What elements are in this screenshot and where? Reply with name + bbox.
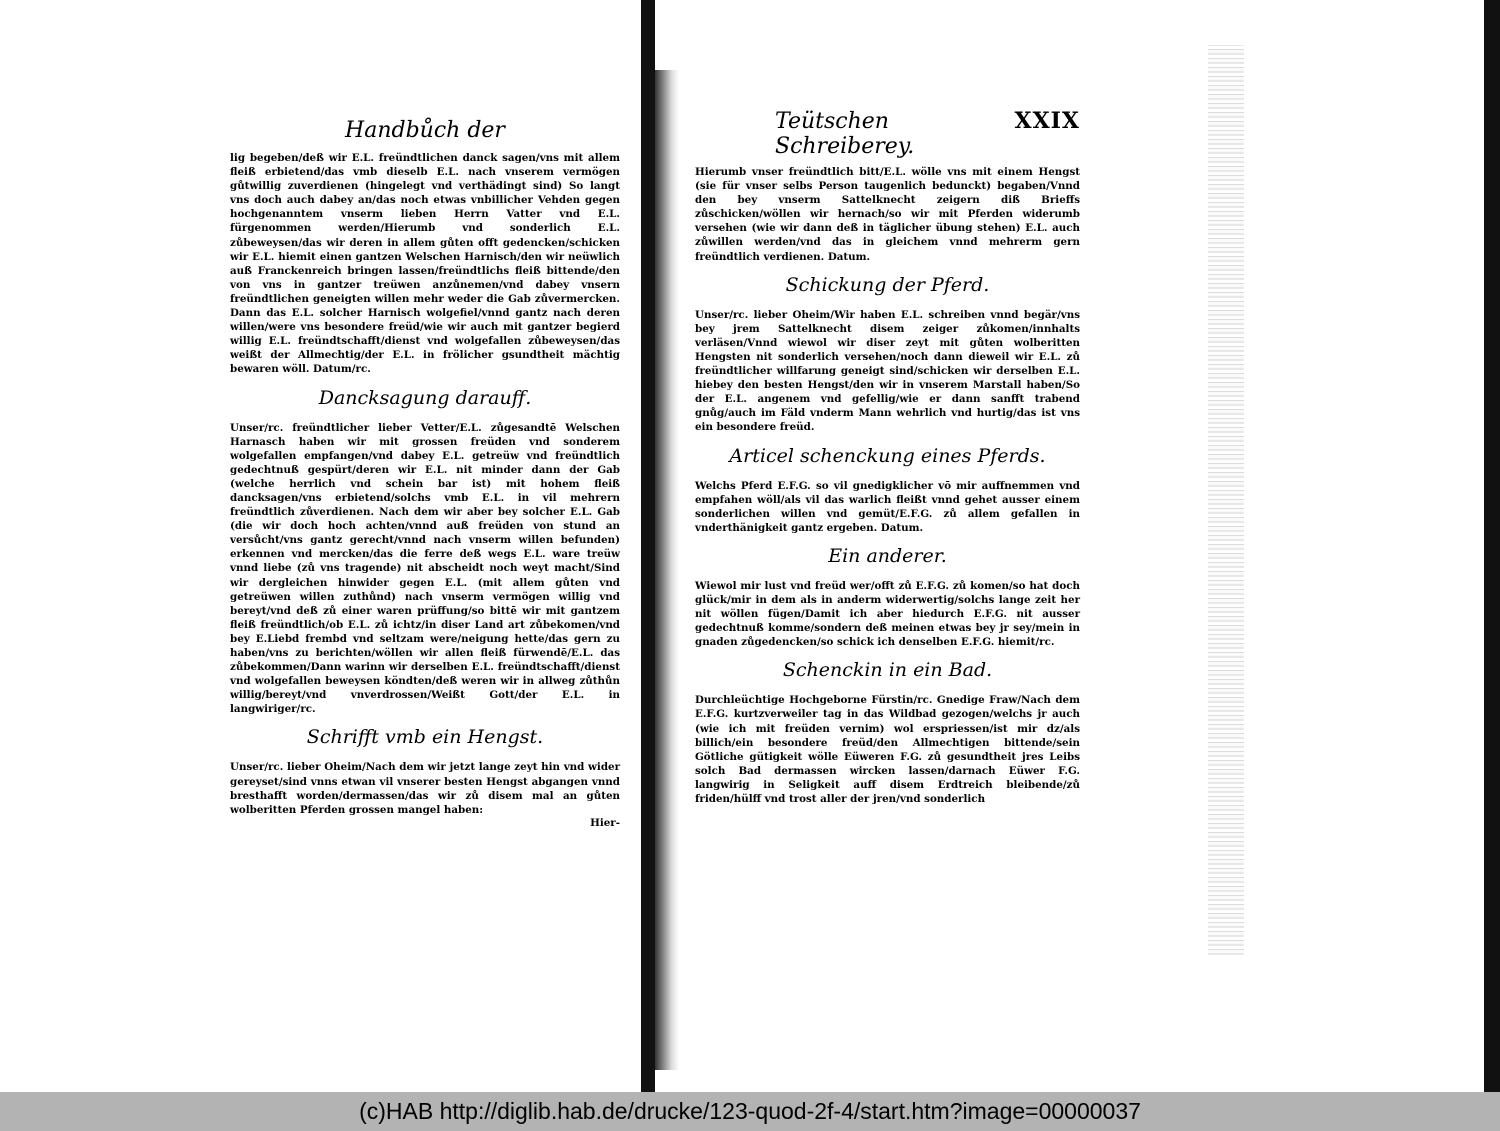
- left-paragraph-2: Unser/rc. freündtlicher lieber Vetter/E.L. zůgesandtē Welschen Harnasch haben wir mit grossen freüden vnd sonderem wolgefallen empfangen/vnd dabey E.L. getreüw vnd freündtlich gedechtnuß gespürt/deren wir E.L. nit minder dann der Gab (welche herrlich vnd schein bar ist) mit hohem fleiß dancksagen/vns erbietend/solchs vmb E.L. in vil mehrern freündtlich zůverdienen. Nach dem wir aber bey solcher E.L. Gab (die wir doch hoch achten/vnnd auß freüden von stund an versůcht/vns gantz gerecht/vnnd nach vnserm willen befunden) erkennen vnd mercken/das die ferre deß wegs E.L. ware treüw vnnd liebe (zů vns tragende) nit abscheidt noch weyt macht/Sind wir dergleichen hinwider gegen E.L. (mit allem gůten vnd getreüwen willen zuthůnd) nach vnserm vermögen willig vnd bereyt/vnd deß zů einer waren prüffung/so bittē wir mit gantzem fleiß freündtlich/ob E.L. zů ichtz/in diser Land art zůbekomen/vnd bey E.Liebd frembd vnd seltzam were/neigung hette/das gern zu haben/vns zu berichten/wöllen wir allen fleiß fürwendē/E.L. das zůbekommen/Dann warinn wir derselben E.L. freündtschafft/dienst vnd wolgefallen beweysen köndten/deß weren wir in allweg zůthůn willig/bereyt/vnd vnverdrossen/Weißt Gott/der E.L. in langwiriger/rc.: [230, 421, 620, 716]
- book-spine: [641, 0, 655, 1092]
- source-url-line: (c)HAB http://diglib.hab.de/drucke/123-quod-2f-4/start.htm?image=00000037: [359, 1098, 1141, 1124]
- right-page-text: [695, 108, 1080, 806]
- right-running-head: [775, 108, 1080, 159]
- right-heading-articel: Articel schenckung eines Pferds.: [729, 444, 1046, 467]
- scan-edge: [1484, 0, 1500, 1092]
- left-running-head: Handbůch der: [345, 118, 505, 143]
- gutter-shadow: [655, 70, 679, 1070]
- left-paragraph-1: lig begeben/deß wir E.L. freündtlichen danck sagen/vns mit allem fleiß erbietend/das vmb dieselb E.L. nach vnserem vermögen gůtwillig zuverdienen (hingelegt vnd verthädingt sind) So langt vns doch auch dabey an/das noch etwas vnbillicher Vehden gegen hochgenanntem vnserm lieben Herrn Vatter vnd E.L. fürgenommen werden/Hierumb vnd sonderlich E.L. zůbeweysen/das wir deren in allem gůten offt gedencken/schicken wir E.L. hiemit einen gantzen Welschen Harnisch/den wir neüwlich auß Franckenreich bringen lassen/freündtlichs fleiß bittende/den von vns in gantzer treüwen anzůnemen/vnd dabey vnsern freündtlichen geneigten willen mehr weder die Gab zůvermercken. Dann das E.L. solcher Harnisch wolgefiel/vnnd gantz nach deren willen/were vns besondere freüd/wie wir auch mit gantzer begierd willig E.L. freündtschafft/dienst vnd wolgefallen zůbeweysen/das weißt der Allmechtig/der E.L. in frölicher gsundtheit mächtig bewaren wöll. Datum/rc.: [230, 152, 620, 376]
- left-heading-dancksagung: Dancksagung darauff.: [318, 386, 532, 409]
- left-heading-schrifft: Schrifft vmb ein Hengst.: [306, 726, 544, 749]
- right-paragraph-5: Durchleüchtige Hochgeborne Fürstin/rc. Gnedige Fraw/Nach dem E.F.G. kurtzverweiler tag in das Wildbad gezogen/welchs jr auch (wie ich mit freüden vernim) wol erspriessen/ist mir dz/als billich/ein besondere freüd/den Allmechtigen bittende/sein Götliche gütigkeit wölle Eüweren F.G. zů gesundtheit jres Leibs solch Bad dermassen wircken lassen/darnach Eüwer F.G. langwirig in Seligkeit auff disem Erdtreich bleibende/zů friden/hülff vnd trost aller der jren/vnd sonderlich: [695, 694, 1080, 805]
- left-page-text: [230, 118, 620, 829]
- right-heading-ein-anderer: Ein anderer.: [828, 544, 947, 567]
- right-heading-schenckin: Schenckin in ein Bad.: [782, 659, 993, 682]
- right-running-head-title: Teütschen Schreiberey.: [775, 109, 915, 159]
- right-paragraph-2: Unser/rc. lieber Oheim/Wir haben E.L. schreiben vnnd begär/vns bey jrem Sattelknecht disem zeiger zůkomen/innhalts verläsen/Vnnd wiewol wir diser zeyt mit gůten wolberitten Hengsten nit sonderlich versehen/noch dann dieweil wir E.L. zů freündtlicher willfarung geneigt sind/schicken wir derselben E.L. hiebey den besten Hengst/den wir in vnserem Marstall haben/So der E.L. angenem vnd gefellig/wie er dann sanfft trabend gnůg/auch im Fäld vnderm Mann wehrlich vnd hurtig/das ist vns ein besondere freüd.: [695, 308, 1080, 434]
- right-paragraph-4: Wiewol mir lust vnd freüd wer/offt zů E.F.G. zů komen/so hat doch glück/mir in dem als in anderm widerwertig/solchs lange zeit her nit wöllen fügen/Damit ich aber hiedurch E.F.G. nit ausser gedechtnuß komme/sondern deß meinen etwas bey jr sey/mein in gnaden zůgedencken/so schick ich denselben E.F.G. hiemit/rc.: [695, 579, 1080, 649]
- right-heading-schickung: Schickung der Pferd.: [785, 273, 990, 296]
- right-paragraph-1: Hierumb vnser freündtlich bitt/E.L. wölle vns mit einem Hengst (sie für vnser selbs Person taugenlich bedunckt) begaben/Vnnd den bey vnserm Sattelknecht zeigern diß Brieffs zůschicken/wöllen wir hernach/so wir mit Pferden widerumb versehen (wie wir dann deß in täglicher übung stehen) E.L. auch zůwillen werden/vnd das in gleichem vnnd mehrerm gern freündtlich verdienen. Datum.: [695, 166, 1080, 263]
- right-paragraph-3: Welchs Pferd E.F.G. so vil gnedigklicher vō mir auffnemmen vnd empfahen wöll/als vil das warlich fleißt vnnd gehet ausser einem sonderlichen willen vnd gemüt/E.F.G. zů allem gefallen in vnderthänigkeit gantz ergeben. Datum.: [695, 479, 1080, 534]
- catchword: Hier-: [590, 816, 620, 829]
- source-footer: [0, 1092, 1500, 1131]
- folio-number: XXIX: [1014, 108, 1080, 134]
- left-paragraph-3: Unser/rc. lieber Oheim/Nach dem wir jetzt lange zeyt hin vnd wider gereyset/sind vnns etwan vil vnserer besten Hengst abgangen vnnd bresthafft worden/dermassen/das wir zů disem mal an gůten wolberitten Pferden grossen mangel haben:: [230, 761, 620, 816]
- show-through-strip: [1208, 45, 1244, 955]
